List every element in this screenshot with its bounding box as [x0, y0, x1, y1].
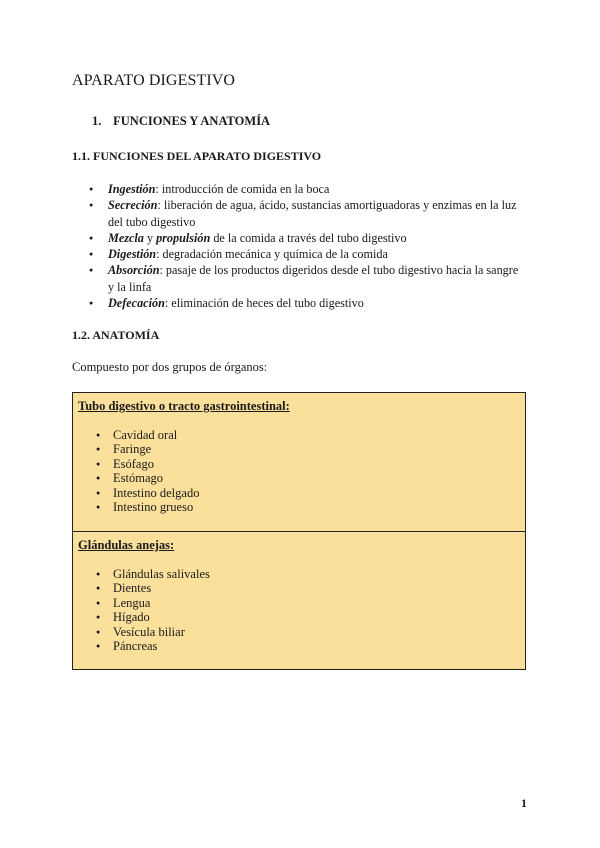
description: de la comida a través del tubo digestivo [210, 230, 407, 245]
term: Secreción [108, 198, 158, 213]
description: : pasaje de los productos digeridos desde el tubo digestivo hacia la sangre y la linfa [108, 263, 519, 294]
list-item [72, 262, 522, 295]
connector: y [143, 230, 157, 245]
list-item: ● Dientes [73, 581, 210, 595]
description: : introducción de comida en la boca [155, 182, 330, 196]
description: : eliminación de heces del tubo digestivo [164, 296, 364, 311]
term: Absorción [108, 263, 160, 278]
group-title: Tubo digestivo o tracto gastrointestinal: [78, 399, 290, 413]
term: Defecación [108, 296, 165, 311]
funciones-heading: 1.1. FUNCIONES DEL APARATO DIGESTIVO [72, 149, 322, 163]
organ-list [73, 567, 210, 653]
organ-list [73, 428, 199, 514]
list-item: ● Faringe [73, 442, 199, 456]
list-item: ● Lengua [73, 596, 210, 610]
section-heading [92, 114, 270, 129]
section-number: 1. [92, 114, 102, 128]
list-item [72, 230, 522, 246]
list-item [72, 295, 522, 311]
section-title: FUNCIONES Y ANATOMÍA [113, 114, 271, 128]
anatomia-heading: 1.2. ANATOMÍA [72, 328, 160, 342]
list-item: ● Cavidad oral [73, 428, 199, 442]
term: Digestión [108, 247, 157, 262]
list-item: ● Esófago [73, 457, 199, 471]
list-item: ● Hígado [73, 610, 210, 624]
term: Mezcla [108, 230, 144, 245]
funciones-list [72, 181, 522, 311]
list-item: ● Intestino delgado [73, 486, 199, 500]
list-item: ● Intestino grueso [73, 500, 199, 514]
document-title: APARATO DIGESTIVO [72, 72, 236, 89]
list-item [72, 197, 522, 230]
term: propulsión [156, 230, 211, 245]
group-title: Glándulas anejas: [78, 538, 175, 552]
description: : degradación mecánica y química de la comida [156, 247, 388, 262]
list-item: ● Páncreas [73, 639, 210, 653]
description: : liberación de agua, ácido, sustancias amortiguadoras y enzimas en la luz del tubo digestivo [108, 198, 517, 229]
anatomia-intro: Compuesto por dos grupos de órganos: [72, 360, 268, 374]
list-item [72, 181, 522, 197]
list-item [72, 246, 522, 262]
list-item: ● Vesícula biliar [73, 625, 210, 639]
glandulas-anejas-box [72, 531, 526, 670]
page-number: 1 [521, 796, 527, 810]
list-item: ● Glándulas salivales [73, 567, 210, 581]
tubo-digestivo-box [72, 392, 526, 532]
term: Ingestión [108, 182, 156, 196]
list-item: ● Estómago [73, 471, 199, 485]
